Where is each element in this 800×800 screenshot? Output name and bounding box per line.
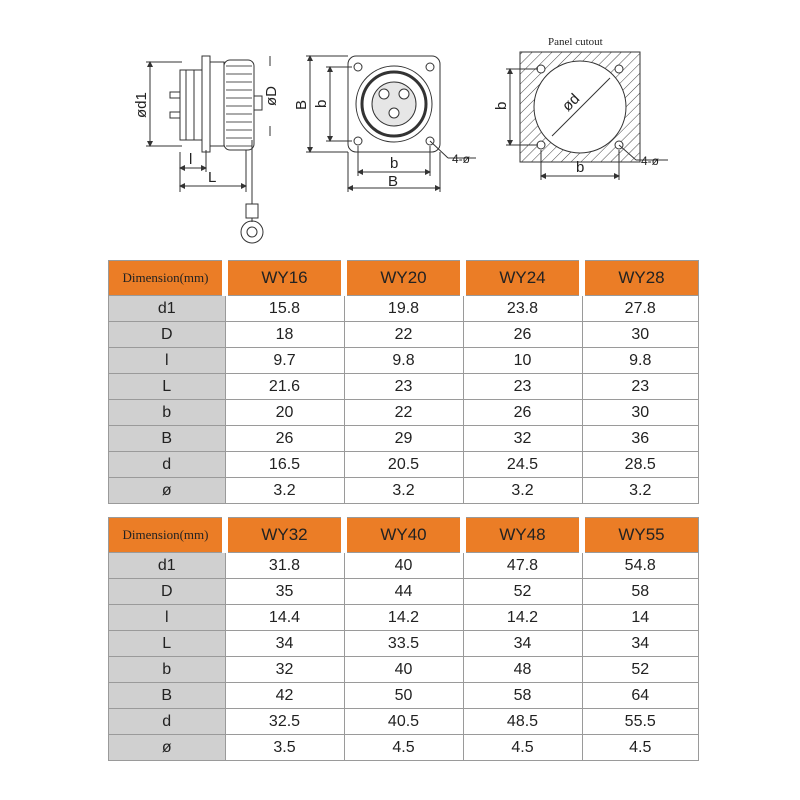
cell-value: 30 xyxy=(582,400,699,426)
cell-value: 3.2 xyxy=(582,478,699,504)
cell-value: 42 xyxy=(225,683,344,709)
cell-value: 44 xyxy=(344,579,463,605)
technical-drawings xyxy=(0,0,800,250)
table-2-model: WY32 xyxy=(225,518,344,553)
cell-value: 54.8 xyxy=(582,553,699,579)
cell-value: 22 xyxy=(344,400,463,426)
cell-value: 3.5 xyxy=(225,735,344,761)
row-label: l xyxy=(109,605,226,631)
table-1-model: WY28 xyxy=(582,261,699,296)
cell-value: 14.4 xyxy=(225,605,344,631)
cell-value: 14.2 xyxy=(344,605,463,631)
cell-value: 23.8 xyxy=(463,296,582,322)
row-label: B xyxy=(109,683,226,709)
row-label: L xyxy=(109,374,226,400)
drawings-svg xyxy=(0,0,800,250)
front-holes-label: 4-ø xyxy=(452,152,470,166)
table-row xyxy=(109,735,699,761)
side-L-label: L xyxy=(208,169,217,186)
cell-value: 34 xyxy=(463,631,582,657)
table-1-model: WY20 xyxy=(344,261,463,296)
table-row xyxy=(109,709,699,735)
dimension-table-2 xyxy=(108,517,699,761)
table-row xyxy=(109,478,699,504)
cell-value: 9.7 xyxy=(225,348,344,374)
cell-value: 3.2 xyxy=(463,478,582,504)
cell-value: 4.5 xyxy=(582,735,699,761)
table-row xyxy=(109,605,699,631)
cell-value: 10 xyxy=(463,348,582,374)
table-row xyxy=(109,426,699,452)
cell-value: 28.5 xyxy=(582,452,699,478)
side-l-label: l xyxy=(189,151,193,168)
panel-b-vertical-label: b xyxy=(493,101,510,110)
table-row xyxy=(109,296,699,322)
panel-cutout-title: Panel cutout xyxy=(548,36,603,48)
table-1-model: WY24 xyxy=(463,261,582,296)
cell-value: 26 xyxy=(463,400,582,426)
cell-value: 3.2 xyxy=(344,478,463,504)
cell-value: 34 xyxy=(225,631,344,657)
cell-value: 32 xyxy=(463,426,582,452)
panel-d-label: ød xyxy=(558,90,584,115)
cell-value: 4.5 xyxy=(344,735,463,761)
cell-value: 27.8 xyxy=(582,296,699,322)
front-b-horizontal-label: b xyxy=(390,155,399,172)
cell-value: 23 xyxy=(344,374,463,400)
cell-value: 9.8 xyxy=(582,348,699,374)
row-label: D xyxy=(109,322,226,348)
table-row xyxy=(109,452,699,478)
cell-value: 18 xyxy=(225,322,344,348)
row-label: d1 xyxy=(109,296,226,322)
side-D-label: øD xyxy=(263,86,280,106)
table-row xyxy=(109,348,699,374)
row-label: b xyxy=(109,400,226,426)
cell-value: 21.6 xyxy=(225,374,344,400)
side-d1-label: ød1 xyxy=(133,92,150,118)
front-B-horizontal-label: B xyxy=(388,173,399,190)
cell-value: 26 xyxy=(463,322,582,348)
row-label: b xyxy=(109,657,226,683)
cell-value: 48 xyxy=(463,657,582,683)
table-row xyxy=(109,657,699,683)
cell-value: 3.2 xyxy=(225,478,344,504)
cell-value: 58 xyxy=(463,683,582,709)
side-view xyxy=(146,56,270,243)
cell-value: 23 xyxy=(463,374,582,400)
cell-value: 32.5 xyxy=(225,709,344,735)
table-row xyxy=(109,322,699,348)
row-label: d1 xyxy=(109,553,226,579)
row-label: D xyxy=(109,579,226,605)
cell-value: 58 xyxy=(582,579,699,605)
table-row xyxy=(109,553,699,579)
row-label: d xyxy=(109,709,226,735)
cell-value: 19.8 xyxy=(344,296,463,322)
cell-value: 20.5 xyxy=(344,452,463,478)
table-row xyxy=(109,579,699,605)
cell-value: 52 xyxy=(463,579,582,605)
table-2-model: WY48 xyxy=(463,518,582,553)
row-label: d xyxy=(109,452,226,478)
cell-value: 36 xyxy=(582,426,699,452)
cell-value: 16.5 xyxy=(225,452,344,478)
cell-value: 29 xyxy=(344,426,463,452)
cell-value: 34 xyxy=(582,631,699,657)
table-2-model: WY40 xyxy=(344,518,463,553)
cell-value: 9.8 xyxy=(344,348,463,374)
row-label: l xyxy=(109,348,226,374)
cell-value: 15.8 xyxy=(225,296,344,322)
panel-holes-label: 4-ø xyxy=(641,154,659,168)
table-2-header-row xyxy=(109,518,699,553)
cell-value: 22 xyxy=(344,322,463,348)
table-2-model: WY55 xyxy=(582,518,699,553)
cell-value: 4.5 xyxy=(463,735,582,761)
cell-value: 52 xyxy=(582,657,699,683)
table-row xyxy=(109,400,699,426)
cell-value: 48.5 xyxy=(463,709,582,735)
cell-value: 47.8 xyxy=(463,553,582,579)
panel-b-horizontal-label: b xyxy=(576,159,585,176)
table-row xyxy=(109,374,699,400)
cell-value: 14 xyxy=(582,605,699,631)
cell-value: 23 xyxy=(582,374,699,400)
front-B-vertical-label: B xyxy=(293,99,310,110)
cell-value: 33.5 xyxy=(344,631,463,657)
dimension-table-1 xyxy=(108,260,699,504)
cell-value: 26 xyxy=(225,426,344,452)
cell-value: 64 xyxy=(582,683,699,709)
cell-value: 30 xyxy=(582,322,699,348)
front-b-vertical-label: b xyxy=(313,99,330,108)
table-row xyxy=(109,631,699,657)
table-row xyxy=(109,683,699,709)
cell-value: 31.8 xyxy=(225,553,344,579)
cell-value: 40 xyxy=(344,657,463,683)
row-label: B xyxy=(109,426,226,452)
cell-value: 20 xyxy=(225,400,344,426)
table-1-header-row xyxy=(109,261,699,296)
table-2-header-label: Dimension(mm) xyxy=(109,518,226,553)
row-label: ø xyxy=(109,478,226,504)
cell-value: 35 xyxy=(225,579,344,605)
cell-value: 32 xyxy=(225,657,344,683)
row-label: L xyxy=(109,631,226,657)
cell-value: 40 xyxy=(344,553,463,579)
cell-value: 55.5 xyxy=(582,709,699,735)
cell-value: 14.2 xyxy=(463,605,582,631)
cell-value: 50 xyxy=(344,683,463,709)
cell-value: 40.5 xyxy=(344,709,463,735)
row-label: ø xyxy=(109,735,226,761)
table-1-header-label: Dimension(mm) xyxy=(109,261,226,296)
table-1-model: WY16 xyxy=(225,261,344,296)
cell-value: 24.5 xyxy=(463,452,582,478)
